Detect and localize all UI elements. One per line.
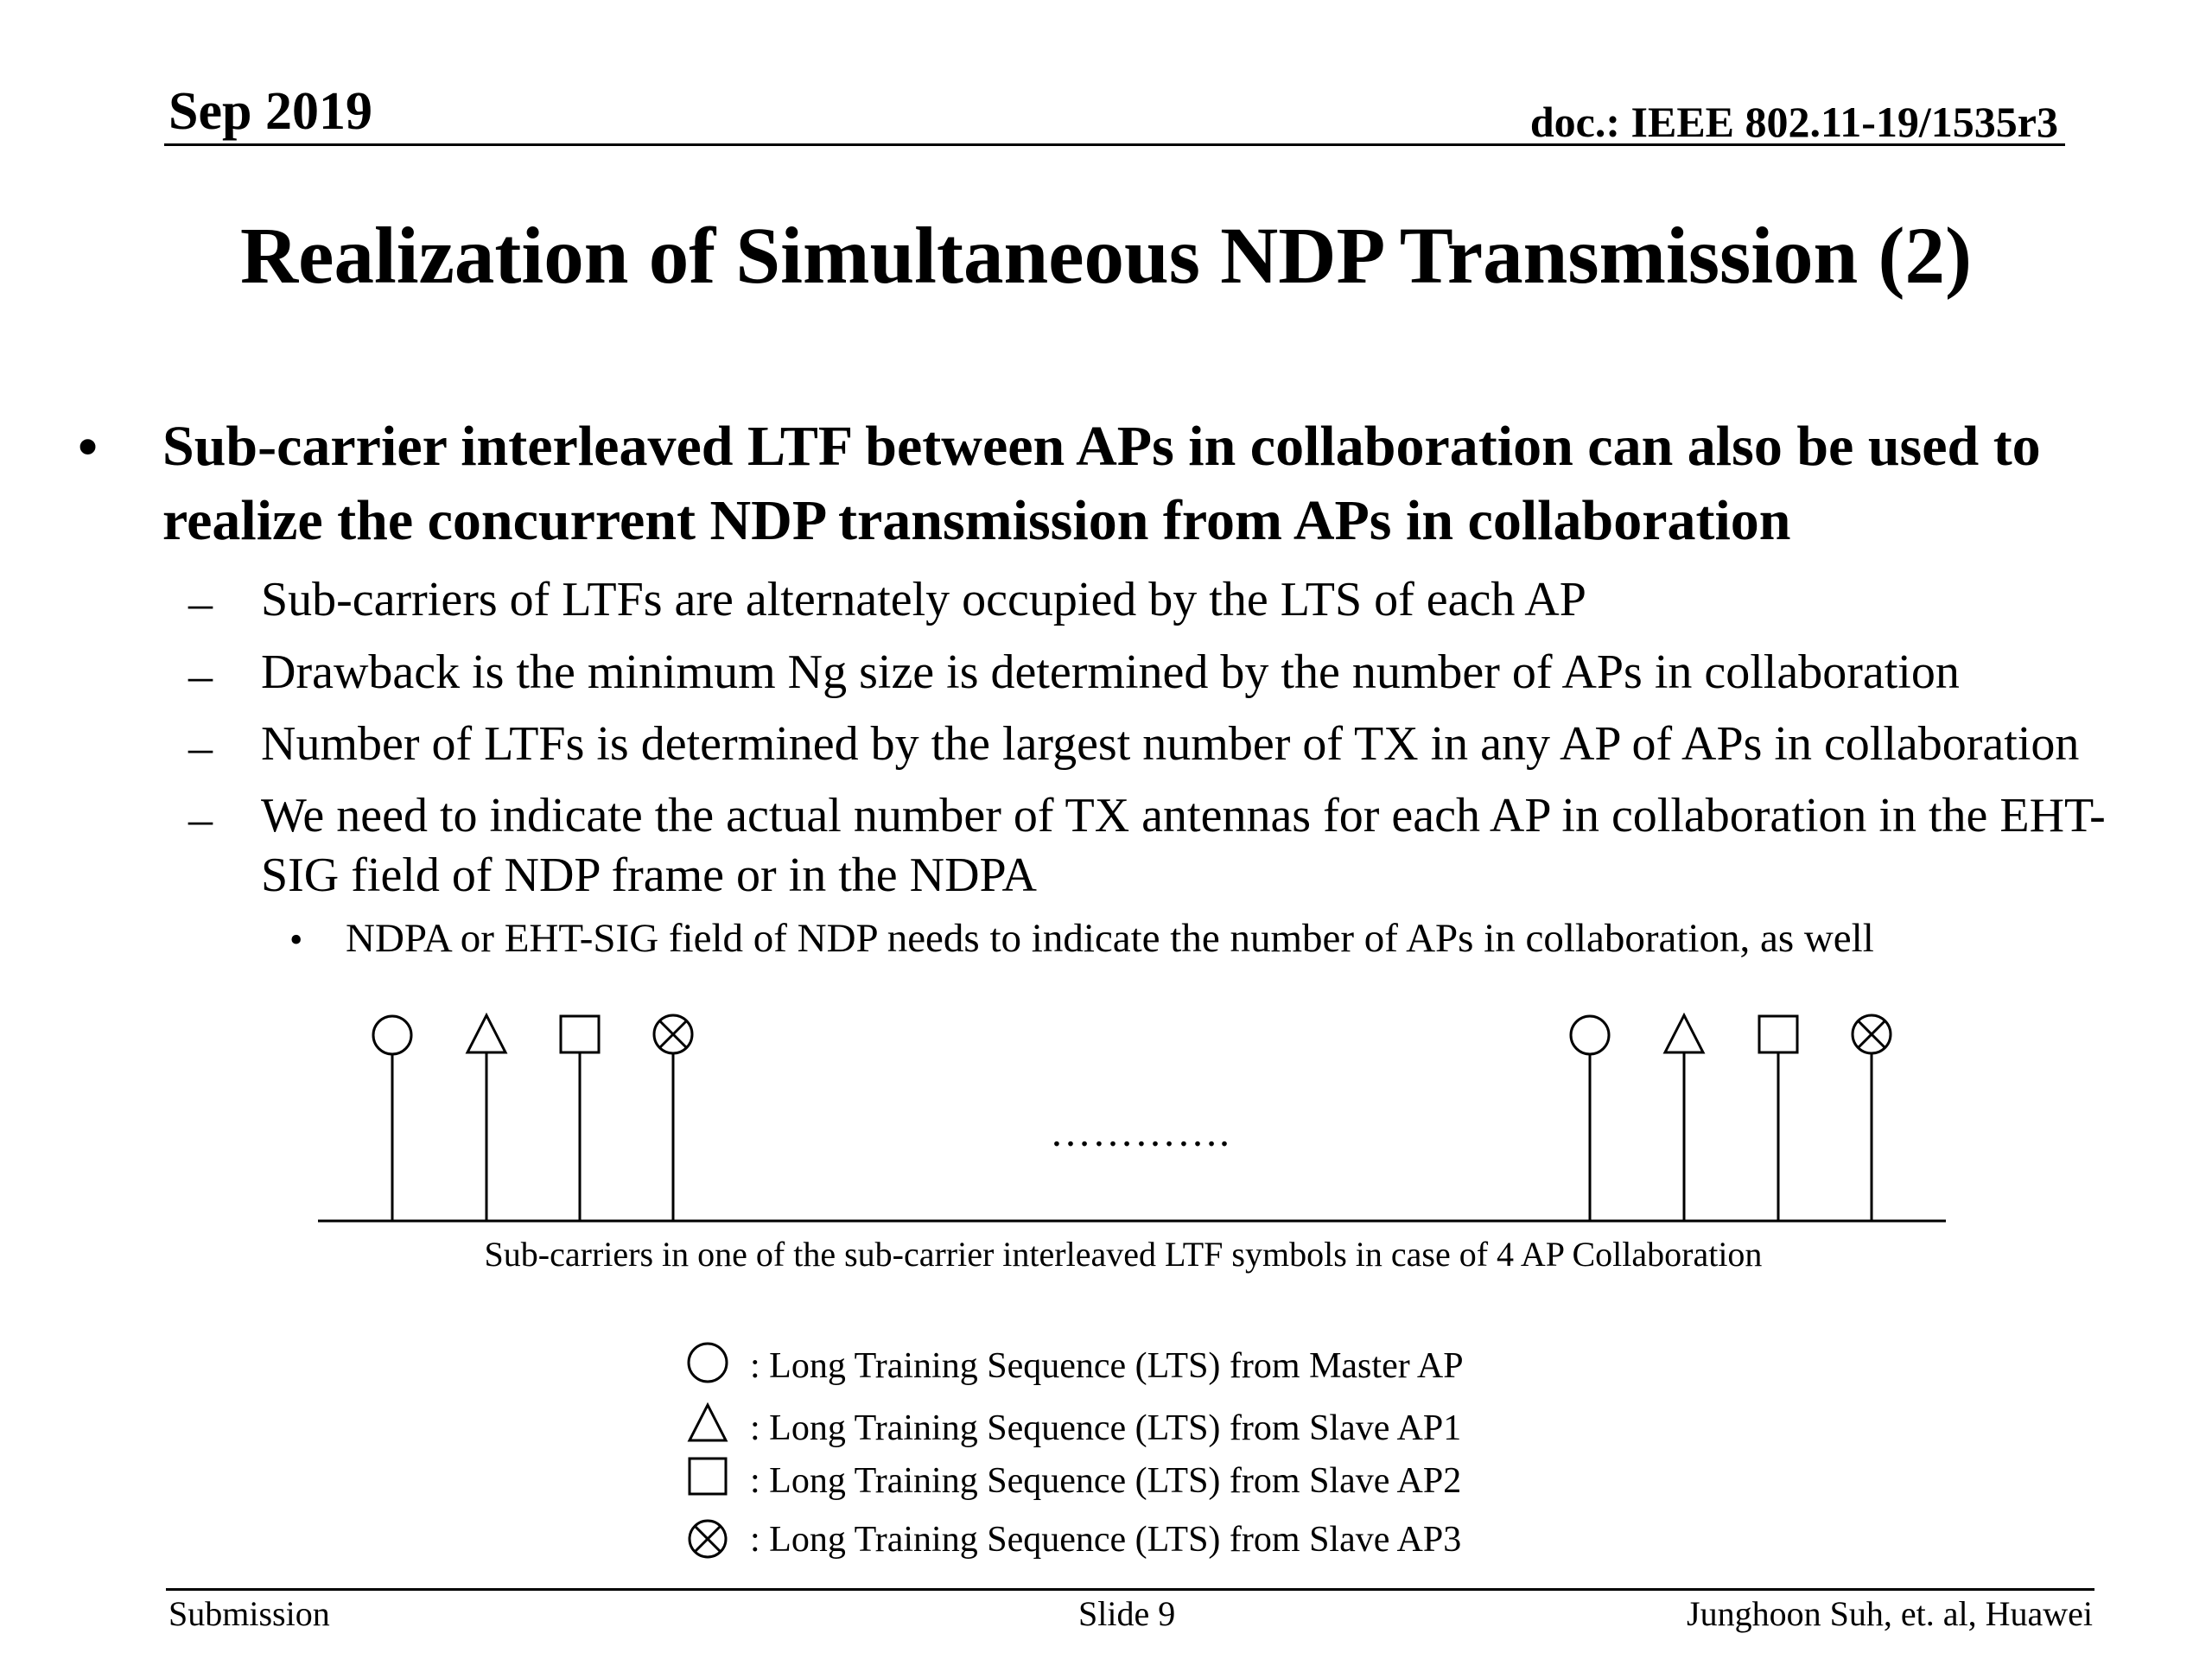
- dash-bullet-icon: –: [188, 576, 213, 630]
- footer-submission: Submission: [168, 1594, 330, 1633]
- main-bullet-text: Sub-carrier interleaved LTF between APs in collaboration can also be used to realize the concurrent NDP transmission from APs in collaboration: [162, 415, 2041, 552]
- sub-bullet-3: Number of LTFs is determined by the largest number of TX in any AP of APs in collaboration: [261, 717, 2080, 771]
- diagram-caption: Sub-carriers in one of the sub-carrier interleaved LTF symbols in case of 4 AP Collaboration: [484, 1235, 1763, 1274]
- circled-x-icon: [1853, 1015, 1891, 1053]
- legend-circled-x-icon: [690, 1521, 726, 1557]
- triangle-icon: [1665, 1015, 1703, 1052]
- circled-x-icon: [654, 1015, 692, 1053]
- footer-divider: [166, 1588, 2094, 1591]
- legend-square-icon: [690, 1459, 726, 1494]
- legend-triangle-icon: [690, 1405, 726, 1440]
- footer-slide-number: Slide 9: [1078, 1594, 1176, 1633]
- square-icon: [1759, 1016, 1797, 1052]
- ellipsis-gap: ………….: [1050, 1109, 1230, 1155]
- slide-title: Realization of Simultaneous NDP Transmission (2): [240, 212, 1972, 301]
- sub-bullet-4: We need to indicate the actual number of TX antennas for each AP in collaboration in the EHT-SIG field of NDP frame or in the NDPA: [261, 789, 2106, 902]
- legend-master-ap: : Long Training Sequence (LTS) from Master AP: [750, 1346, 1464, 1386]
- header-doc-id: doc.: IEEE 802.11-19/1535r3: [1529, 98, 2058, 146]
- legend-slave-ap3: : Long Training Sequence (LTS) from Slave AP3: [750, 1520, 1462, 1560]
- dash-bullet-icon: –: [188, 721, 213, 774]
- footer-authors: Junghoon Suh, et. al, Huawei: [1687, 1594, 2093, 1633]
- sub-bullet-2: Drawback is the minimum Ng size is determined by the number of APs in collaboration: [261, 645, 1960, 699]
- sub-bullet-1: Sub-carriers of LTFs are alternately occupied by the LTS of each AP: [261, 573, 1586, 626]
- bullet-dot-icon: •: [78, 416, 99, 479]
- circle-icon: [1571, 1016, 1609, 1054]
- legend-slave-ap1: : Long Training Sequence (LTS) from Slave AP1: [750, 1408, 1462, 1448]
- triangle-icon: [467, 1015, 505, 1052]
- header-date: Sep 2019: [168, 82, 372, 141]
- subsub-bullet: NDPA or EHT-SIG field of NDP needs to indicate the number of APs in collaboration, as well: [346, 916, 1874, 961]
- dash-bullet-icon: –: [188, 792, 213, 846]
- square-icon: [561, 1016, 599, 1052]
- dash-bullet-icon: –: [188, 649, 213, 702]
- circle-icon: [373, 1016, 411, 1054]
- bullet-dot-icon: •: [289, 918, 303, 961]
- legend-slave-ap2: : Long Training Sequence (LTS) from Slave AP2: [750, 1461, 1462, 1501]
- legend-circle-icon: [689, 1344, 727, 1382]
